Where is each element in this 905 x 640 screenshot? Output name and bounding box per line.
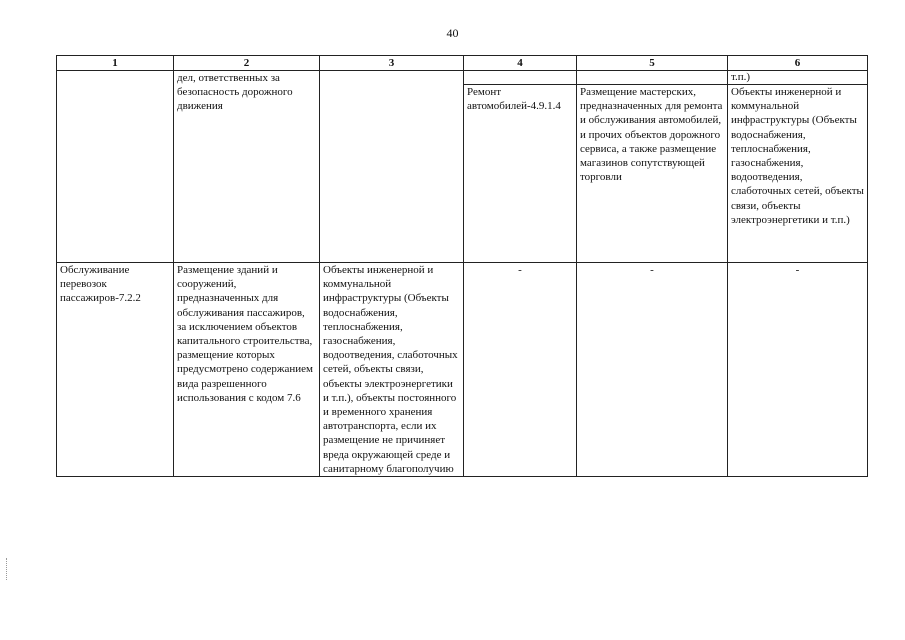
cell-conditional-description: - xyxy=(577,263,728,477)
scan-margin-mark xyxy=(6,558,9,580)
cell-conditional-description: Размещение мастерских, предназначенных для ремонта и обслуживания автомобилей, и прочих объектов дорожного сервиса, а также размещение магазинов сопутствующей торговли xyxy=(577,85,728,263)
header-col-5: 5 xyxy=(577,56,728,71)
cell-conditional-use-top xyxy=(464,71,577,85)
header-col-6: 6 xyxy=(728,56,868,71)
header-col-1: 1 xyxy=(57,56,174,71)
cell-conditional-auxiliary: - xyxy=(728,263,868,477)
table-header-row xyxy=(57,56,868,71)
cell-conditional-description-top xyxy=(577,71,728,85)
cell-main-use: Обслуживание перевозок пассажиров-7.2.2 xyxy=(57,263,174,477)
cell-main-use-description: Размещение зданий и сооружений, предназначенных для обслуживания пассажиров, за исключением объектов капитального строительства, размещение которых предусмотрено содержанием вида разрешенного использования с кодом 7.6 xyxy=(174,263,320,477)
cell-conditional-auxiliary: Объекты инженерной и коммунальной инфраструктуры (Объекты водоснабжения, теплоснабжения, газоснабжения, водоотведения, слаботочных сетей, объекты связи, объекты электроэнергетики и т.п.) xyxy=(728,85,868,263)
cell-auxiliary-use: Объекты инженерной и коммунальной инфраструктуры (Объекты водоснабжения, теплоснабжения, газоснабжения, водоотведения, слаботочных сетей, объекты связи, объекты электроэнергетики и т.п.), объекты постоянного и временного хранения автотранспорта, если их размещение не причиняет вреда окружающей среде и санитарному благополучию xyxy=(320,263,464,477)
table-row xyxy=(57,263,868,477)
cell-conditional-auxiliary-top: т.п.) xyxy=(728,71,868,85)
cell-main-use-description: дел, ответственных за безопасность дорожного движения xyxy=(174,71,320,263)
header-col-4: 4 xyxy=(464,56,577,71)
page-number: 40 xyxy=(446,26,459,40)
land-use-table xyxy=(56,55,868,477)
cell-conditional-use: - xyxy=(464,263,577,477)
cell-main-use xyxy=(57,71,174,263)
cell-auxiliary-use xyxy=(320,71,464,263)
header-col-2: 2 xyxy=(174,56,320,71)
header-col-3: 3 xyxy=(320,56,464,71)
table-row xyxy=(57,71,868,85)
cell-conditional-use: Ремонт автомобилей-4.9.1.4 xyxy=(464,85,577,263)
